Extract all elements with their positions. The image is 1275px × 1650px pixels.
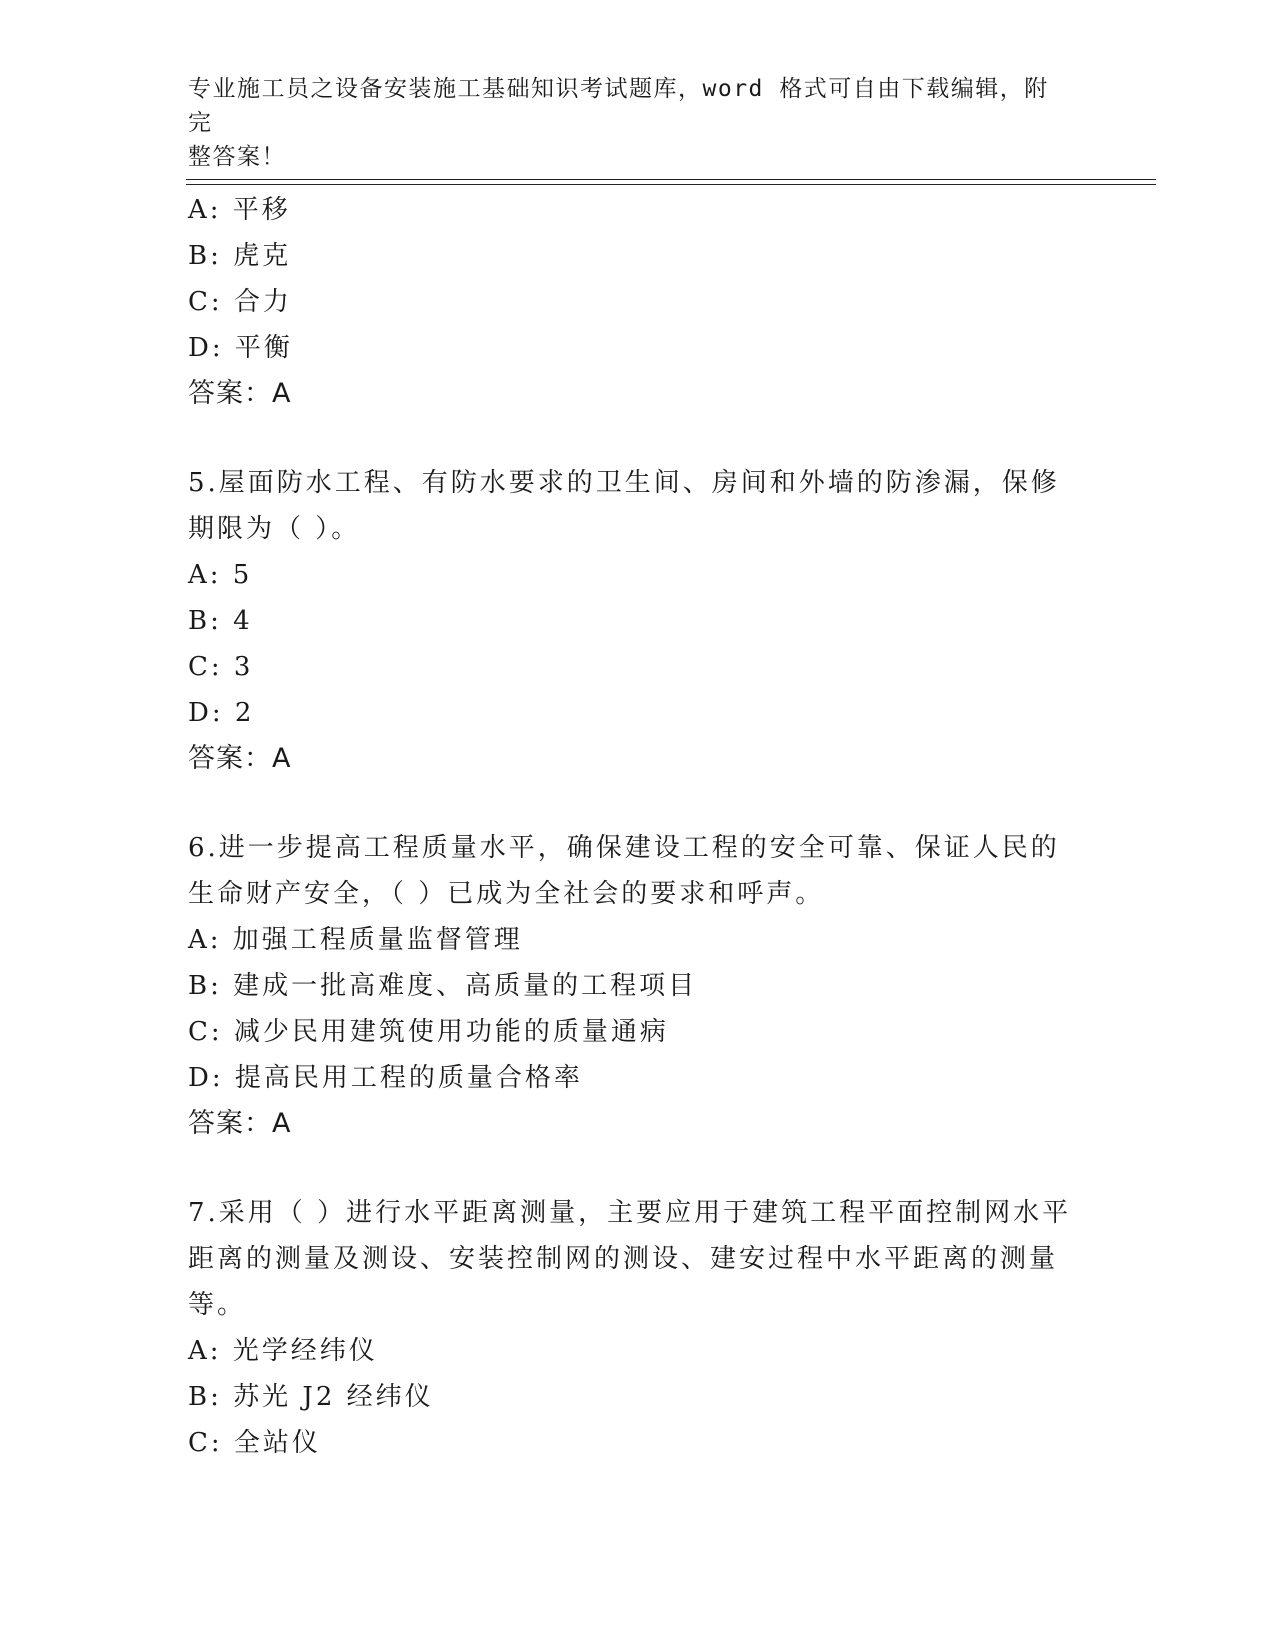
option-a: A: 加强工程质量监督管理	[188, 925, 523, 955]
option-d: D: 平衡	[188, 333, 293, 363]
header-line-2: 整答案！	[188, 144, 286, 170]
option-b: B: 4	[188, 606, 253, 636]
answer-line: 答案：A	[188, 1108, 292, 1139]
question-spacer	[188, 1147, 1088, 1190]
answer-line: 答案：A	[188, 743, 292, 774]
question-text-line-2: 期限为（ ）。	[188, 514, 361, 544]
option-b: B: 苏光 J2 经纬仪	[188, 1382, 434, 1412]
question-text-line-2: 距离的测量及测设、安装控制网的测设、建安过程中水平距离的测量	[188, 1244, 1059, 1274]
option-a: A: 平移	[188, 195, 291, 225]
option-c: C: 合力	[188, 287, 292, 317]
option-a: A: 光学经纬仪	[188, 1336, 378, 1366]
header-divider-top	[186, 179, 1156, 180]
question-text-line-2: 生命财产安全，（ ）已成为全社会的要求和呼声。	[188, 879, 825, 909]
question-6	[188, 825, 1088, 1147]
option-c: C: 减少民用建筑使用功能的质量通病	[188, 1017, 669, 1047]
question-spacer	[188, 417, 1088, 460]
page-header	[188, 72, 1068, 174]
option-c: C: 全站仪	[188, 1428, 321, 1458]
question-4	[188, 187, 1088, 417]
option-b: B: 建成一批高难度、高质量的工程项目	[188, 971, 698, 1001]
question-text-line-1: 5.屋面防水工程、有防水要求的卫生间、房间和外墙的防渗漏，保修	[188, 468, 1060, 498]
answer-line: 答案：A	[188, 378, 292, 409]
option-b: B: 虎克	[188, 241, 292, 271]
question-list	[188, 187, 1088, 1466]
header-line-1: 专业施工员之设备安装施工基础知识考试题库，word 格式可自由下载编辑，附完	[188, 76, 1049, 136]
option-c: C: 3	[188, 652, 254, 682]
question-5	[188, 460, 1088, 782]
question-text-line-1: 6.进一步提高工程质量水平，确保建设工程的安全可靠、保证人民的	[188, 833, 1060, 863]
question-spacer	[188, 782, 1088, 825]
question-7	[188, 1190, 1088, 1466]
question-text-line-1: 7.采用（ ）进行水平距离测量，主要应用于建筑工程平面控制网水平	[188, 1198, 1072, 1228]
option-d: D: 提高民用工程的质量合格率	[188, 1063, 583, 1093]
option-d: D: 2	[188, 698, 255, 728]
header-divider-bottom	[186, 184, 1156, 185]
option-a: A: 5	[188, 560, 253, 590]
question-text-line-3: 等。	[188, 1290, 247, 1320]
